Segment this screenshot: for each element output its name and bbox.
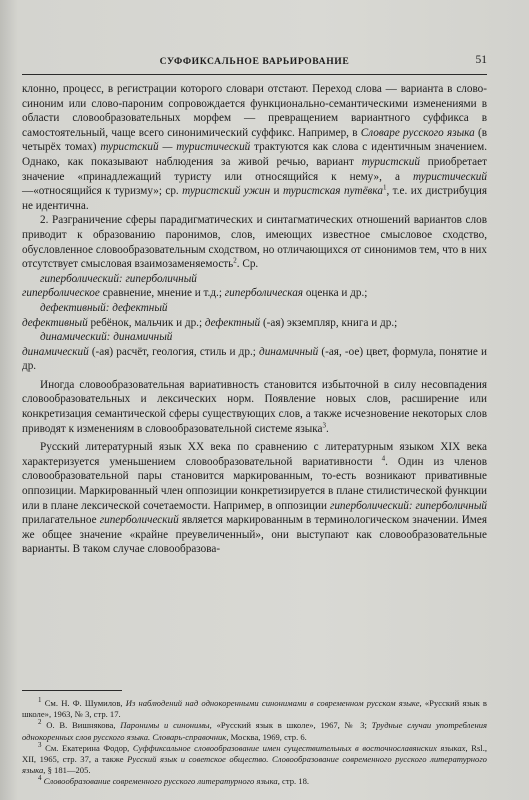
italic-text: динамичный (259, 345, 319, 358)
italic-text: гиперболический: гиперболичный (40, 272, 197, 285)
italic-text: Из наблюдений над однокоренными синонимами в современном русском языке (125, 698, 420, 708)
paragraph-4 (22, 286, 487, 301)
text-run: , стр. 18. (277, 776, 310, 787)
paragraph-8 (22, 345, 487, 374)
italic-text: туристский ужин (182, 185, 271, 198)
text-run: О. В. Вишнякова, (41, 720, 121, 731)
text-run: , «Русский язык в школе», 1963, № 3, стр. 17. (22, 698, 487, 720)
text-run: оценка и др.; (303, 287, 368, 300)
text-run: Иногда словообразовательная вариативность становится избыточной в силу несовпадения словообразовательных и лексических норм. Появление новых слов, расширение или конкретизация семантической сферы существующих слов, а также исчезновение некоторых слов приводят к изменениям в словообразовательной системе языка (22, 378, 487, 435)
footnote-ref: 4 (38, 774, 42, 783)
text-run: , § 181—205. (43, 765, 91, 776)
italic-text: гиперболический: гиперболичный (329, 499, 487, 512)
italic-text: динамический (22, 345, 89, 358)
text-run: трактуются как слова с идентичным значением. Однако, как показывают наблюдения за живой речью, вариант (22, 141, 488, 168)
paragraph-2 (22, 213, 487, 271)
running-head: СУФФИКСАЛЬНОЕ ВАРЬИРОВАНИЕ (159, 56, 350, 67)
paragraph-1 (22, 82, 487, 213)
italic-text: гиперболическая (224, 287, 304, 300)
footnotes (22, 698, 487, 788)
footnote-ref: 3 (38, 740, 42, 749)
text-run: См. Екатерина Фодор, (41, 742, 133, 753)
italic-text: гиперболическое (22, 287, 100, 300)
italic-text: Словообразование современного русского литературного языка (43, 776, 278, 787)
italic-text: туристская путёвка (282, 185, 383, 198)
italic-text: дефектный (204, 316, 261, 329)
footnote-3 (22, 740, 487, 777)
italic-text: Русский язык и советское общество. Словообразование современного русского литературного языка (22, 754, 487, 776)
italic-text: Суффиксальное словообразование имен существительных в восточнославянских языках (132, 742, 466, 753)
text-run: —«относящийся к туризму»; ср. (22, 185, 183, 198)
paragraph-7 (40, 330, 487, 345)
text-run: является маркированным в терминологическом значении. Имея же общее значение «крайне преувеличенный», они выступают как словообразовательные варианты. В таком случае словообразова- (22, 514, 487, 556)
text-run: (-ая) расчёт, геология, стиль и др.; (88, 345, 260, 358)
text-run: (-ая, -ое) цвет, формула, понятие и др. (22, 345, 488, 373)
text-run: . (326, 422, 329, 435)
text-run: 2. Разграничение сферы парадигматических и синтагматических отношений вариантов слов приводит к образованию паронимов, слов, имеющих известное смысловое сходство, обусловленное словообразовательным сходством, но отличающихся от синонимов тем, что в них отсутствует смысловая взаимозаменяемость (22, 214, 487, 271)
footnote-4 (22, 776, 487, 787)
text-run: Русский литературный язык XX века по сравнению с литературным языком XIX века характеризуется уменьшением словообразовательной вариативности (22, 441, 487, 468)
paragraph-5 (40, 301, 487, 316)
italic-text: Словаре русского языка (360, 126, 475, 139)
text-run: прилагательное (22, 514, 100, 527)
text-run: сравнение, мнение и т.д.; (99, 287, 225, 300)
text-run: и (270, 185, 283, 198)
text-run: , Rsl., XII, 1965, стр. 37, а также (22, 742, 487, 765)
footnote-1 (22, 698, 487, 720)
paragraph-3 (40, 272, 487, 287)
footnote-2 (22, 720, 487, 742)
paragraph-9 (22, 378, 487, 436)
italic-text: туристский — туристический (100, 141, 251, 154)
italic-text: туристический (413, 170, 487, 183)
footnote-divider (22, 690, 122, 691)
text-run: ребёнок, мальчик и др.; (87, 316, 205, 329)
footnote-ref: 4 (372, 454, 386, 463)
page-header (22, 52, 487, 75)
text-run: приобретает значение «принадлежащий туристу или относящийся к нему», а (22, 155, 487, 183)
text-run: , «Русский язык в школе», 1967, № 3; (209, 720, 372, 731)
text-run: (в четырёх томах) (22, 126, 487, 154)
main-text (22, 82, 487, 557)
paragraph-6 (22, 316, 487, 331)
page-number: 51 (475, 54, 487, 66)
text-run: , т.е. их дистрибуция не идентична. (22, 185, 487, 212)
italic-text: дефективный: дефектный (40, 301, 168, 314)
footnote-ref: 1 (38, 696, 42, 705)
text-run: клонно, процесс, в регистрации которого словари отстают. Переход слова — варианта в слово-синоним или слово-пароним сопровождается функционально-семантическими изменениями в области словообразовательных морфем — превращением вариантного суффикса в самостоятельный, чаще всего синонимический суффикс. Например, в (22, 83, 487, 139)
italic-text: динамический: динамичный (40, 331, 173, 344)
text-run: . Один из членов словообразовательной пары становится маркированным, то-есть возникают привативные оппозиции. Маркированный член оппозиции конкретизируется в плане стилистической функции или в плане лексической сочетаемости. Например, в оппозиции (22, 455, 487, 512)
paragraph-10 (22, 440, 487, 557)
footnote-ref: 2 (233, 256, 237, 265)
text-run: См. Н. Ф. Шумилов, (41, 698, 126, 708)
italic-text: Трудные случаи употребления однокоренных слов русского языка. Словарь-справочник (22, 720, 487, 742)
footnote-ref: 2 (38, 718, 42, 727)
footnote-ref: 3 (322, 420, 326, 429)
italic-text: Паронимы и синонимы (120, 720, 210, 731)
text-run: , Москва, 1969, стр. 6. (226, 731, 307, 742)
italic-text: туристский (361, 155, 420, 168)
text-run: (-ая) экземпляр, книга и др.; (260, 316, 398, 329)
italic-text: гиперболический (99, 514, 179, 527)
italic-text: дефективный (22, 316, 88, 329)
footnote-ref: 1 (382, 183, 387, 192)
text-run: . Ср. (236, 258, 259, 271)
